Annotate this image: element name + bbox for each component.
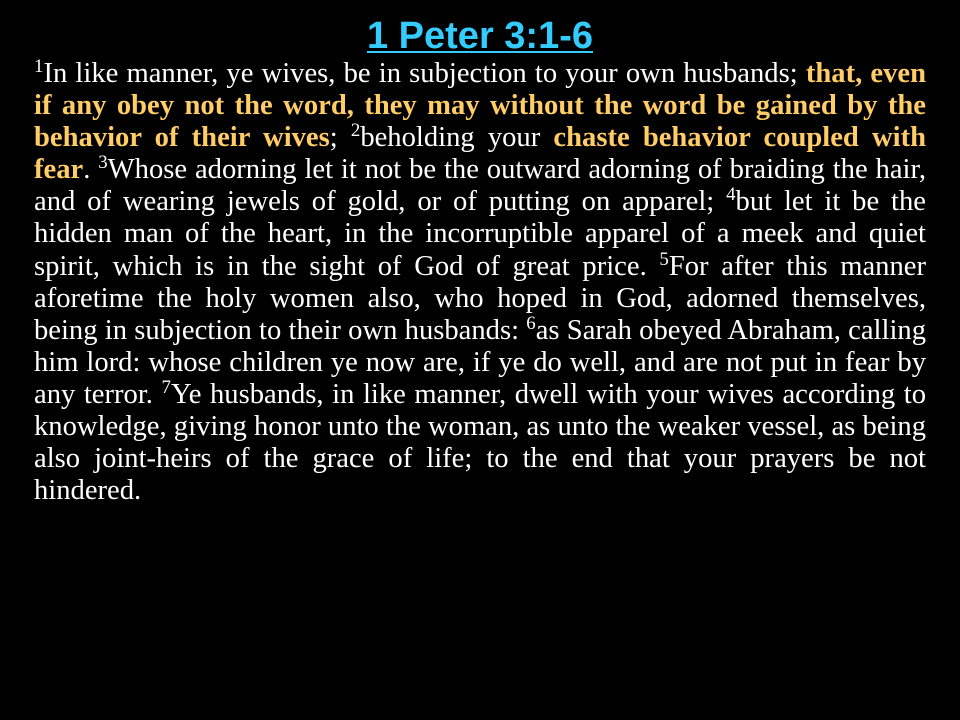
verse-5-text: For after this manner aforetime the holy women also, who hoped in God, adorned themselves, being in subjection to their own husbands:: [34, 250, 926, 346]
verse-number-1: 1: [34, 56, 44, 78]
verse-2-text: beholding your: [360, 122, 554, 154]
verse-number-2: 2: [350, 120, 361, 142]
verse-3-text: Whose adorning let it not be the outward adorning of braiding the hair, and of wearing jewels of gold, or of putting on apparel;: [34, 154, 927, 218]
verse-6-text: as Sarah obeyed Abraham, calling him lord: whose children ye now are, if ye do well, and are not put in fear by any terror.: [34, 314, 926, 410]
verse-2-punct: .: [83, 154, 99, 186]
verse-number-6: 6: [526, 312, 536, 334]
scripture-passage: [34, 58, 926, 507]
verse-number-3: 3: [98, 152, 108, 174]
verse-1-punct: ;: [329, 122, 351, 154]
verse-2-highlight: chaste behavior coupled with fear: [34, 122, 926, 186]
verse-number-5: 5: [659, 248, 669, 270]
verse-1-highlight: that, even if any obey not the word, they may without the word be gained by the behavior of their wives: [34, 58, 926, 154]
verse-number-4: 4: [726, 184, 736, 206]
verse-1-text: In like manner, ye wives, be in subjection to your own husbands;: [43, 58, 806, 89]
verse-number-7: 7: [161, 377, 171, 399]
slide-title: 1 Peter 3:1-6: [366, 15, 593, 57]
verse-7-text: Ye husbands, in like manner, dwell with your wives according to knowledge, giving honor unto the woman, as unto the weaker vessel, as being also joint-heirs of the grace of life; to the end that your prayers be not hindered.: [34, 378, 926, 507]
verse-4-text: but let it be the hidden man of the heart, in the incorruptible apparel of a meek and quiet spirit, which is in the sight of God of great price.: [34, 186, 926, 282]
